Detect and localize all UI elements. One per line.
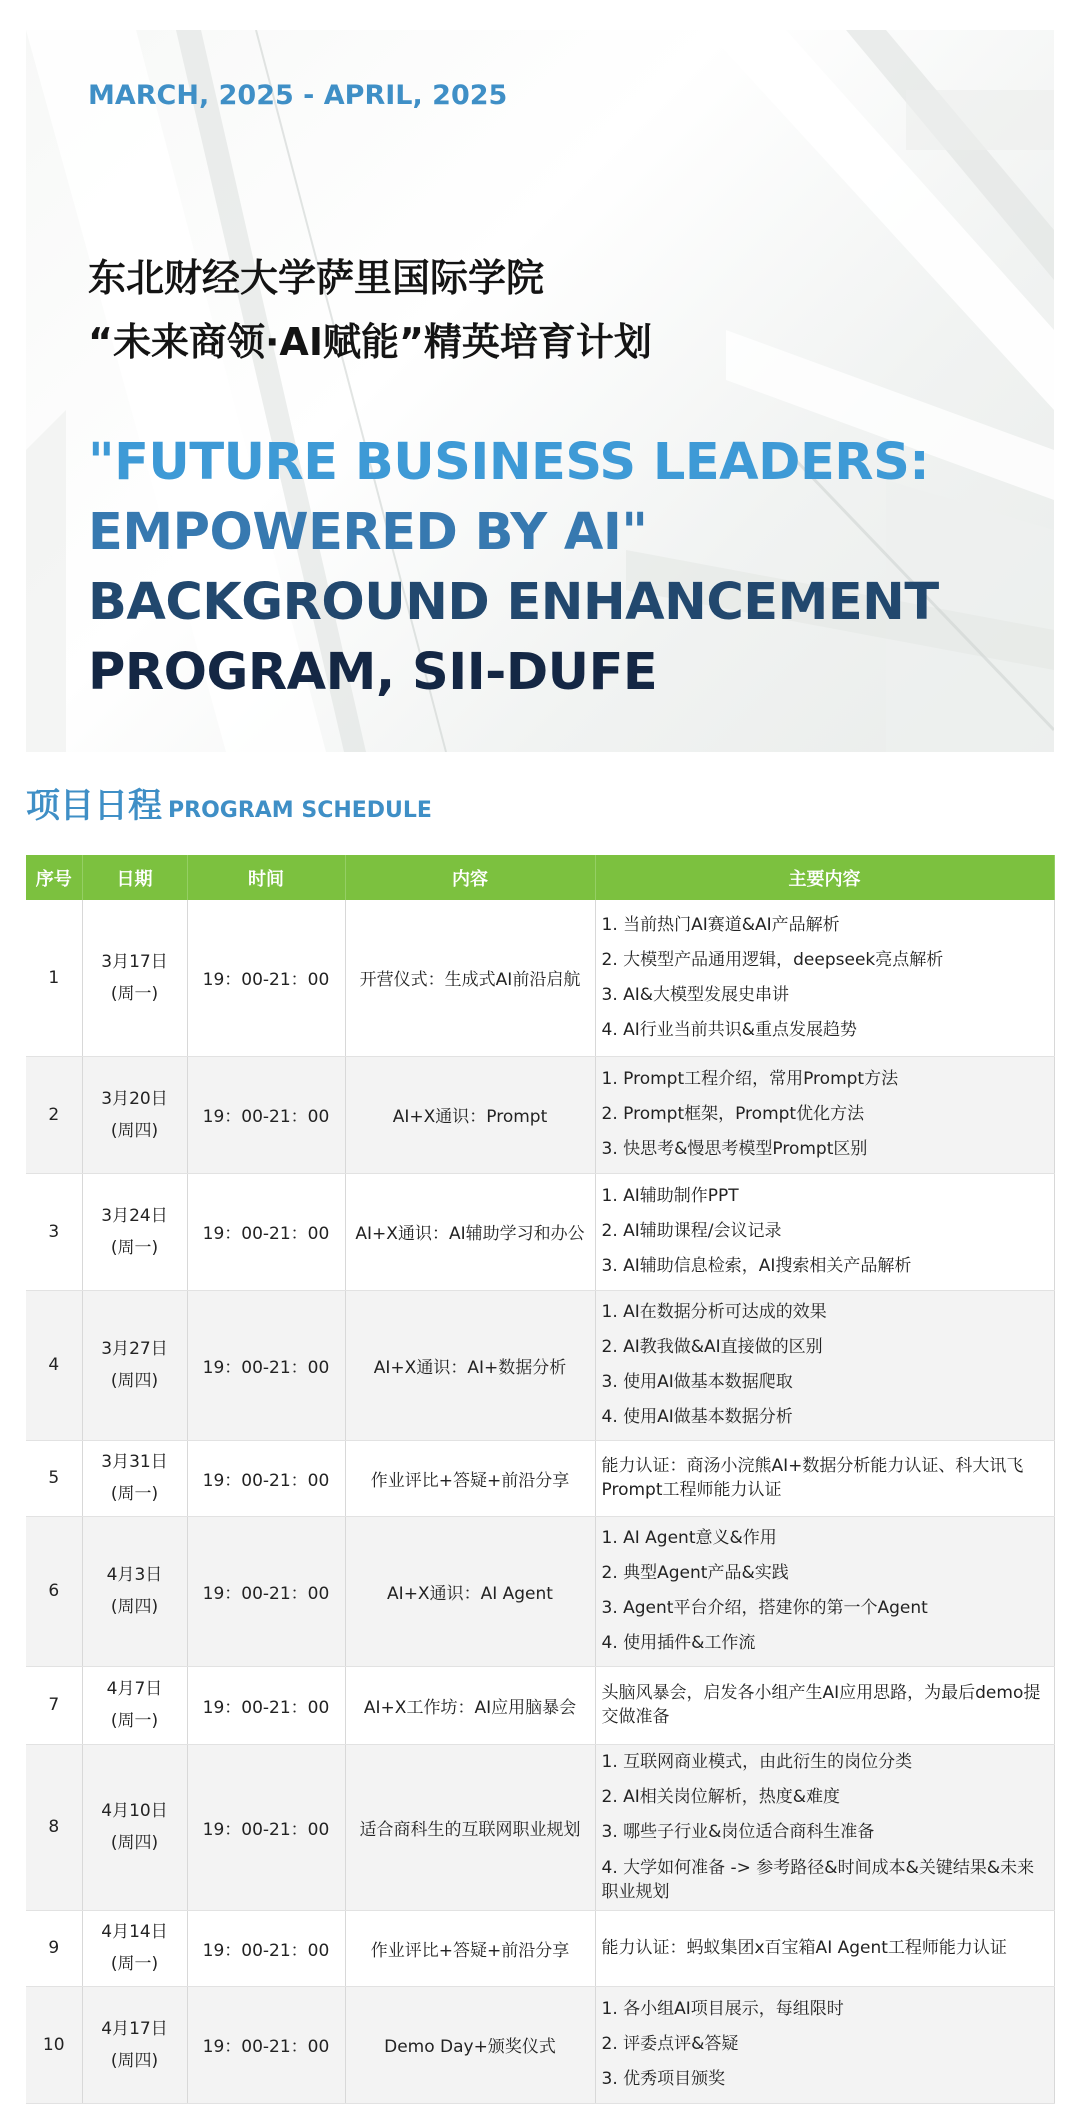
row-time: 19：00-21：00 xyxy=(187,1910,345,1986)
row-date xyxy=(82,1910,187,1986)
english-title-line-4: PROGRAM, SII-DUFE xyxy=(88,643,658,702)
row-content: AI+X通识：AI辅助学习和办公 xyxy=(345,1173,595,1290)
detail-item: 1. Prompt工程介绍，常用Prompt方法 xyxy=(601,1069,899,1089)
row-details xyxy=(595,1173,1054,1290)
english-title-line-1: "FUTURE BUSINESS LEADERS: xyxy=(88,433,930,492)
row-details xyxy=(595,1986,1054,2103)
table-row xyxy=(26,1986,1054,2103)
schedule-heading-en: PROGRAM SCHEDULE xyxy=(168,798,432,823)
chinese-title-line-2: “未来商领·AI赋能”精英培育计划 xyxy=(88,320,652,364)
detail-item: 3. 优秀项目颁奖 xyxy=(601,2069,726,2089)
detail-item: 3. Agent平台介绍，搭建你的第一个Agent xyxy=(601,1598,928,1618)
row-number: 2 xyxy=(26,1056,82,1173)
row-time: 19：00-21：00 xyxy=(187,1666,345,1744)
row-content: AI+X工作坊：AI应用脑暴会 xyxy=(345,1666,595,1744)
row-date xyxy=(82,1666,187,1744)
date-text: 3月31日 xyxy=(101,1452,168,1472)
date-text: 4月14日 xyxy=(101,1922,168,1942)
row-number: 10 xyxy=(26,1986,82,2103)
row-number: 8 xyxy=(26,1744,82,1910)
date-text: 4月7日 xyxy=(106,1679,163,1699)
detail-item: 4. AI行业当前共识&重点发展趋势 xyxy=(601,1019,858,1040)
row-details xyxy=(595,1666,1054,1744)
row-date xyxy=(82,1056,187,1173)
row-number: 1 xyxy=(26,900,82,1056)
detail-item: 2. 典型Agent产品&实践 xyxy=(601,1563,789,1583)
detail-item: 3. AI&大模型发展史串讲 xyxy=(601,984,790,1005)
detail-paragraph: 能力认证：蚂蚁集团x百宝箱AI Agent工程师能力认证 xyxy=(601,1938,1007,1958)
table-row xyxy=(26,900,1054,1056)
english-title xyxy=(88,428,939,708)
table-row xyxy=(26,1666,1054,1744)
date-text: 3月27日 xyxy=(101,1339,168,1359)
hero-banner xyxy=(26,30,1054,752)
row-number: 4 xyxy=(26,1290,82,1440)
weekday-text: (周四) xyxy=(110,1120,159,1141)
detail-item: 1. AI Agent意义&作用 xyxy=(601,1528,777,1548)
schedule-table xyxy=(26,855,1055,2104)
detail-item: 4. 使用AI做基本数据分析 xyxy=(601,1407,793,1427)
detail-item: 3. 快思考&慢思考模型Prompt区别 xyxy=(601,1139,868,1159)
weekday-text: (周一) xyxy=(110,983,159,1004)
weekday-text: (周四) xyxy=(110,1833,159,1853)
table-row xyxy=(26,1910,1054,1986)
column-header-no: 序号 xyxy=(26,855,82,900)
detail-item: 2. AI辅助课程/会议记录 xyxy=(601,1221,782,1241)
schedule-header-row xyxy=(26,855,1054,900)
detail-item: 1. AI辅助制作PPT xyxy=(601,1186,739,1206)
detail-item: 3. 使用AI做基本数据爬取 xyxy=(601,1372,793,1392)
row-details xyxy=(595,1910,1054,1986)
detail-item: 2. AI教我做&AI直接做的区别 xyxy=(601,1337,823,1357)
date-text: 4月17日 xyxy=(101,2018,168,2039)
row-time: 19：00-21：00 xyxy=(187,1173,345,1290)
detail-item: 2. AI相关岗位解析，热度&难度 xyxy=(601,1786,841,1807)
row-number: 5 xyxy=(26,1440,82,1516)
date-text: 4月10日 xyxy=(101,1801,168,1821)
row-content: AI+X通识：Prompt xyxy=(345,1056,595,1173)
detail-item: 3. 哪些子行业&岗位适合商科生准备 xyxy=(601,1821,875,1842)
row-details xyxy=(595,900,1054,1056)
weekday-text: (周四) xyxy=(110,1597,159,1617)
column-header-date: 日期 xyxy=(82,855,187,900)
row-details xyxy=(595,1744,1054,1910)
table-row xyxy=(26,1440,1054,1516)
row-content: Demo Day+颁奖仪式 xyxy=(345,1986,595,2103)
detail-item: 1. 当前热门AI赛道&AI产品解析 xyxy=(601,914,840,935)
weekday-text: (周四) xyxy=(110,1371,159,1391)
row-time: 19：00-21：00 xyxy=(187,1744,345,1910)
row-time: 19：00-21：00 xyxy=(187,1986,345,2103)
weekday-text: (周一) xyxy=(110,1484,159,1504)
row-time: 19：00-21：00 xyxy=(187,900,345,1056)
table-row xyxy=(26,1290,1054,1440)
date-text: 3月17日 xyxy=(101,951,168,972)
row-number: 3 xyxy=(26,1173,82,1290)
detail-item: 4. 大学如何准备 -> 参考路径&时间成本&关键结果&未来职业规划 xyxy=(601,1857,1035,1902)
detail-item: 2. Prompt框架，Prompt优化方法 xyxy=(601,1104,865,1124)
weekday-text: (周四) xyxy=(110,2050,159,2071)
row-number: 7 xyxy=(26,1666,82,1744)
english-title-line-2: EMPOWERED BY AI" xyxy=(88,503,648,562)
detail-item: 2. 大模型产品通用逻辑，deepseek亮点解析 xyxy=(601,949,944,970)
table-row xyxy=(26,1173,1054,1290)
row-time: 19：00-21：00 xyxy=(187,1516,345,1666)
column-header-time: 时间 xyxy=(187,855,345,900)
column-header-content: 内容 xyxy=(345,855,595,900)
date-text: 3月24日 xyxy=(101,1205,168,1226)
row-date xyxy=(82,1440,187,1516)
table-row xyxy=(26,1516,1054,1666)
row-content: AI+X通识：AI+数据分析 xyxy=(345,1290,595,1440)
detail-item: 1. 各小组AI项目展示，每组限时 xyxy=(601,1999,844,2019)
detail-item: 1. AI在数据分析可达成的效果 xyxy=(601,1302,827,1322)
row-date xyxy=(82,1516,187,1666)
chinese-title xyxy=(88,246,652,374)
row-time: 19：00-21：00 xyxy=(187,1440,345,1516)
row-date xyxy=(82,1173,187,1290)
date-range: MARCH, 2025 - APRIL, 2025 xyxy=(88,80,508,111)
schedule-heading xyxy=(26,778,432,827)
row-details xyxy=(595,1516,1054,1666)
schedule-heading-cn: 项目日程 xyxy=(26,786,162,826)
row-time: 19：00-21：00 xyxy=(187,1056,345,1173)
weekday-text: (周一) xyxy=(110,1711,159,1731)
row-number: 9 xyxy=(26,1910,82,1986)
row-date xyxy=(82,1986,187,2103)
detail-paragraph: 能力认证：商汤小浣熊AI+数据分析能力认证、科大讯飞Prompt工程师能力认证 xyxy=(601,1456,1024,1500)
table-row xyxy=(26,1744,1054,1910)
row-number: 6 xyxy=(26,1516,82,1666)
detail-item: 2. 评委点评&答疑 xyxy=(601,2034,739,2054)
row-content: AI+X通识：AI Agent xyxy=(345,1516,595,1666)
row-details xyxy=(595,1440,1054,1516)
row-date xyxy=(82,1290,187,1440)
row-content: 适合商科生的互联网职业规划 xyxy=(345,1744,595,1910)
detail-item: 1. 互联网商业模式，由此衍生的岗位分类 xyxy=(601,1751,913,1772)
row-time: 19：00-21：00 xyxy=(187,1290,345,1440)
weekday-text: (周一) xyxy=(110,1237,159,1258)
row-details xyxy=(595,1290,1054,1440)
row-date xyxy=(82,900,187,1056)
english-title-line-3: BACKGROUND ENHANCEMENT xyxy=(88,573,939,632)
table-row xyxy=(26,1056,1054,1173)
date-text: 4月3日 xyxy=(106,1565,163,1585)
detail-item: 3. AI辅助信息检索，AI搜索相关产品解析 xyxy=(601,1256,912,1276)
chinese-title-line-1: 东北财经大学萨里国际学院 xyxy=(88,256,545,300)
detail-paragraph: 头脑风暴会，启发各小组产生AI应用思路，为最后demo提交做准备 xyxy=(601,1683,1041,1727)
weekday-text: (周一) xyxy=(110,1954,159,1974)
row-content: 作业评比+答疑+前沿分享 xyxy=(345,1440,595,1516)
detail-item: 4. 使用插件&工作流 xyxy=(601,1633,756,1653)
row-content: 作业评比+答疑+前沿分享 xyxy=(345,1910,595,1986)
row-details xyxy=(595,1056,1054,1173)
row-content: 开营仪式：生成式AI前沿启航 xyxy=(345,900,595,1056)
row-date xyxy=(82,1744,187,1910)
column-header-details: 主要内容 xyxy=(595,855,1054,900)
date-text: 3月20日 xyxy=(101,1088,168,1109)
